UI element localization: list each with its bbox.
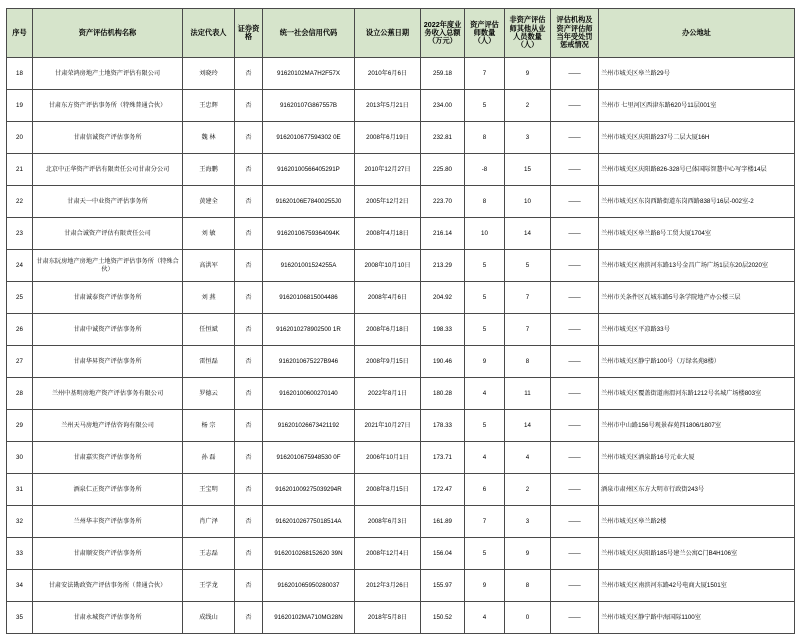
cell-office-address: 兰州市关条件区瓦城东路5号条学院地产办公楼三层 (599, 282, 795, 314)
cell-legal-representative: 王学龙 (183, 570, 235, 602)
cell-penalty-status: —— (551, 538, 599, 570)
cell-agency-name: 兰州中基明房地产资产评估事务有限公司 (33, 378, 183, 410)
table-row (7, 218, 795, 250)
table-row (7, 442, 795, 474)
cell-credit-code: 9162010278902500 1R (263, 314, 355, 346)
cell-seq: 32 (7, 506, 33, 538)
cell-penalty-status: —— (551, 314, 599, 346)
cell-credit-code: 916201009275039294R (263, 474, 355, 506)
cell-non-appraiser-count: 2 (505, 90, 551, 122)
col-header-appraiser-count: 资产评估师数量（人） (465, 9, 505, 58)
cell-establishment-date: 2005年12月2日 (355, 186, 421, 218)
cell-non-appraiser-count: 11 (505, 378, 551, 410)
cell-annual-income: 156.04 (421, 538, 465, 570)
cell-establishment-date: 2006年10月1日 (355, 442, 421, 474)
cell-legal-representative: 王海鹏 (183, 154, 235, 186)
cell-securities-qualification: 否 (235, 250, 263, 282)
cell-appraiser-count: 4 (465, 378, 505, 410)
cell-securities-qualification: 否 (235, 58, 263, 90)
cell-agency-name: 酒泉仁正资产评估事务所 (33, 474, 183, 506)
cell-legal-representative: 罗德云 (183, 378, 235, 410)
cell-securities-qualification: 否 (235, 378, 263, 410)
cell-agency-name: 北京中正华资产评估有限责任公司甘肃分公司 (33, 154, 183, 186)
cell-securities-qualification: 否 (235, 410, 263, 442)
cell-non-appraiser-count: 3 (505, 506, 551, 538)
cell-establishment-date: 2008年9月15日 (355, 346, 421, 378)
table-row (7, 90, 795, 122)
col-header-agency-name: 资产评估机构名称 (33, 9, 183, 58)
cell-credit-code: 91620102MA710MG28N (263, 602, 355, 634)
cell-establishment-date: 2008年10月10日 (355, 250, 421, 282)
cell-non-appraiser-count: 0 (505, 602, 551, 634)
cell-annual-income: 155.97 (421, 570, 465, 602)
cell-agency-name: 甘肃中诚资产评估事务所 (33, 314, 183, 346)
cell-securities-qualification: 否 (235, 538, 263, 570)
cell-non-appraiser-count: 14 (505, 218, 551, 250)
cell-office-address: 兰州市城关区皋兰路8号工贸大厦1704室 (599, 218, 795, 250)
cell-agency-name: 兰州天马房地产评估咨询有限公司 (33, 410, 183, 442)
cell-agency-name: 甘肃华昇资产评估事务所 (33, 346, 183, 378)
col-header-securities-qualification: 证券资格 (235, 9, 263, 58)
cell-seq: 23 (7, 218, 33, 250)
cell-securities-qualification: 否 (235, 346, 263, 378)
cell-office-address: 兰州市城关区东岗西路街道东岗西路838号16层-002室-2 (599, 186, 795, 218)
cell-non-appraiser-count: 5 (505, 250, 551, 282)
cell-legal-representative: 孙 磊 (183, 442, 235, 474)
cell-legal-representative: 刘 燕 (183, 282, 235, 314)
cell-legal-representative: 王志磊 (183, 538, 235, 570)
cell-penalty-status: —— (551, 570, 599, 602)
cell-appraiser-count: 8 (465, 122, 505, 154)
cell-non-appraiser-count: 8 (505, 570, 551, 602)
cell-office-address: 兰州市城关区皋兰路29号 (599, 58, 795, 90)
cell-legal-representative: 王宝明 (183, 474, 235, 506)
cell-seq: 19 (7, 90, 33, 122)
cell-penalty-status: —— (551, 506, 599, 538)
cell-credit-code: 9162010677594302 0E (263, 122, 355, 154)
cell-seq: 29 (7, 410, 33, 442)
col-header-establishment-date: 设立公蕉日期 (355, 9, 421, 58)
table-row (7, 346, 795, 378)
cell-credit-code: 91620100600270140 (263, 378, 355, 410)
cell-penalty-status: —— (551, 410, 599, 442)
cell-annual-income: 198.33 (421, 314, 465, 346)
cell-securities-qualification: 否 (235, 282, 263, 314)
cell-credit-code: 916201026673421192 (263, 410, 355, 442)
table-row (7, 58, 795, 90)
cell-agency-name: 甘肃诚泰资产评估事务所 (33, 282, 183, 314)
cell-securities-qualification: 否 (235, 122, 263, 154)
cell-credit-code: 91620106815004486 (263, 282, 355, 314)
cell-appraiser-count: 8 (465, 186, 505, 218)
cell-legal-representative: 肖广泽 (183, 506, 235, 538)
cell-seq: 25 (7, 282, 33, 314)
cell-annual-income: 150.52 (421, 602, 465, 634)
cell-penalty-status: —— (551, 218, 599, 250)
cell-penalty-status: —— (551, 442, 599, 474)
cell-appraiser-count: 5 (465, 250, 505, 282)
cell-agency-name: 甘肃天一中业资产评估事务所 (33, 186, 183, 218)
cell-securities-qualification: 否 (235, 570, 263, 602)
cell-annual-income: 161.89 (421, 506, 465, 538)
cell-securities-qualification: 否 (235, 442, 263, 474)
cell-appraiser-count: 9 (465, 346, 505, 378)
table-header-row (7, 9, 795, 58)
cell-credit-code: 9162010675227B946 (263, 346, 355, 378)
cell-seq: 34 (7, 570, 33, 602)
cell-office-address: 兰州市城关区南滨河东路13号金昌广场广场1层东20层2020室 (599, 250, 795, 282)
cell-seq: 22 (7, 186, 33, 218)
cell-agency-name: 甘肃荣鸿房地产土地资产评估有限公司 (33, 58, 183, 90)
table-row (7, 282, 795, 314)
table-row (7, 538, 795, 570)
cell-office-address: 兰州市城关区庆阳路237号二层大厦16H (599, 122, 795, 154)
cell-office-address: 兰州市城关区覆盖街道南渭河东路1212号名城广场楼803室 (599, 378, 795, 410)
cell-appraiser-count: 5 (465, 410, 505, 442)
cell-agency-name: 兰州华丰资产评估事务所 (33, 506, 183, 538)
cell-agency-name: 甘肃合诚资产评估有限责任公司 (33, 218, 183, 250)
cell-agency-name: 甘肃东方资产评估事务所（特殊普通合伙） (33, 90, 183, 122)
cell-annual-income: 259.18 (421, 58, 465, 90)
cell-establishment-date: 2008年12月4日 (355, 538, 421, 570)
cell-credit-code: 9162010675948530 0F (263, 442, 355, 474)
cell-seq: 27 (7, 346, 33, 378)
cell-credit-code: 916201001524255A (263, 250, 355, 282)
cell-non-appraiser-count: 10 (505, 186, 551, 218)
cell-establishment-date: 2008年6月18日 (355, 314, 421, 346)
cell-office-address: 兰州市城关区庆阳路826-328号已体国际智慧中心写字楼14层 (599, 154, 795, 186)
cell-legal-representative: 雷恒磊 (183, 346, 235, 378)
cell-annual-income: 213.29 (421, 250, 465, 282)
cell-non-appraiser-count: 7 (505, 282, 551, 314)
cell-appraiser-count: 5 (465, 538, 505, 570)
cell-non-appraiser-count: 14 (505, 410, 551, 442)
table-row (7, 186, 795, 218)
cell-securities-qualification: 否 (235, 186, 263, 218)
cell-annual-income: 216.14 (421, 218, 465, 250)
cell-seq: 24 (7, 250, 33, 282)
cell-seq: 28 (7, 378, 33, 410)
cell-penalty-status: —— (551, 282, 599, 314)
cell-office-address: 酒泉市肃州区东方大明市行政街243号 (599, 474, 795, 506)
table-row (7, 250, 795, 282)
cell-appraiser-count: 4 (465, 602, 505, 634)
cell-appraiser-count: 5 (465, 314, 505, 346)
cell-annual-income: 232.81 (421, 122, 465, 154)
cell-office-address: 兰州市 七里河区西津东路620号11层001室 (599, 90, 795, 122)
cell-office-address: 兰州市城关区平凉路33号 (599, 314, 795, 346)
cell-establishment-date: 2008年6月3日 (355, 506, 421, 538)
cell-office-address: 兰州市中山路156号观景春苑四1806/1807室 (599, 410, 795, 442)
cell-establishment-date: 2012年3月26日 (355, 570, 421, 602)
table-row (7, 154, 795, 186)
cell-securities-qualification: 否 (235, 90, 263, 122)
col-header-office-address: 办公地址 (599, 9, 795, 58)
cell-penalty-status: —— (551, 122, 599, 154)
cell-agency-name: 甘肃安法勘政资产评估事务所（普通合伙） (33, 570, 183, 602)
cell-seq: 18 (7, 58, 33, 90)
table-row (7, 506, 795, 538)
cell-credit-code: 91620106759364094K (263, 218, 355, 250)
cell-legal-representative: 杨 宗 (183, 410, 235, 442)
table-row (7, 378, 795, 410)
table-row (7, 410, 795, 442)
table-row (7, 570, 795, 602)
cell-establishment-date: 2018年5月8日 (355, 602, 421, 634)
cell-non-appraiser-count: 7 (505, 314, 551, 346)
cell-appraiser-count: 5 (465, 90, 505, 122)
table-body (7, 58, 795, 634)
cell-office-address: 兰州市城关区皋兰路2楼 (599, 506, 795, 538)
table-row (7, 314, 795, 346)
cell-non-appraiser-count: 8 (505, 346, 551, 378)
cell-seq: 26 (7, 314, 33, 346)
cell-non-appraiser-count: 4 (505, 442, 551, 474)
cell-agency-name: 甘肃顺安资产评估事务所 (33, 538, 183, 570)
cell-legal-representative: 王忠辉 (183, 90, 235, 122)
cell-seq: 33 (7, 538, 33, 570)
cell-establishment-date: 2022年8月1日 (355, 378, 421, 410)
cell-appraiser-count: 9 (465, 570, 505, 602)
cell-securities-qualification: 否 (235, 218, 263, 250)
cell-legal-representative: 魏 林 (183, 122, 235, 154)
cell-non-appraiser-count: 3 (505, 122, 551, 154)
cell-credit-code: 91620107G867557B (263, 90, 355, 122)
cell-legal-representative: 刘晓玲 (183, 58, 235, 90)
cell-penalty-status: —— (551, 154, 599, 186)
cell-securities-qualification: 否 (235, 602, 263, 634)
cell-establishment-date: 2008年4月18日 (355, 218, 421, 250)
col-header-non-appraiser-count: 非资产评估师其他从业人员数量（人） (505, 9, 551, 58)
table-header (7, 9, 795, 58)
cell-credit-code: 91620100566405291P (263, 154, 355, 186)
cell-non-appraiser-count: 9 (505, 58, 551, 90)
cell-penalty-status: —— (551, 474, 599, 506)
cell-office-address: 兰州市城关区静宁路中海国际1100室 (599, 602, 795, 634)
cell-legal-representative: 刘 敏 (183, 218, 235, 250)
cell-securities-qualification: 否 (235, 314, 263, 346)
cell-legal-representative: 黄建全 (183, 186, 235, 218)
cell-credit-code: 91620106E78400255J0 (263, 186, 355, 218)
cell-securities-qualification: 否 (235, 154, 263, 186)
cell-establishment-date: 2013年5月21日 (355, 90, 421, 122)
cell-legal-representative: 高洪军 (183, 250, 235, 282)
cell-annual-income: 204.92 (421, 282, 465, 314)
col-header-seq: 序号 (7, 9, 33, 58)
table-row (7, 474, 795, 506)
cell-seq: 30 (7, 442, 33, 474)
cell-agency-name: 甘肃信诚资产评估事务所 (33, 122, 183, 154)
cell-seq: 20 (7, 122, 33, 154)
cell-establishment-date: 2010年12月27日 (355, 154, 421, 186)
cell-agency-name: 甘肃嘉实资产评估事务所 (33, 442, 183, 474)
cell-establishment-date: 2021年10月27日 (355, 410, 421, 442)
cell-establishment-date: 2008年8月15日 (355, 474, 421, 506)
cell-annual-income: 178.33 (421, 410, 465, 442)
cell-penalty-status: —— (551, 378, 599, 410)
cell-credit-code: 9162010268152620 39N (263, 538, 355, 570)
cell-annual-income: 225.80 (421, 154, 465, 186)
table-row (7, 122, 795, 154)
cell-establishment-date: 2008年4月6日 (355, 282, 421, 314)
cell-penalty-status: —— (551, 346, 599, 378)
cell-non-appraiser-count: 2 (505, 474, 551, 506)
cell-annual-income: 190.46 (421, 346, 465, 378)
cell-non-appraiser-count: 9 (505, 538, 551, 570)
cell-penalty-status: —— (551, 602, 599, 634)
cell-office-address: 兰州市城关区静宁路100号（万绿名苑8楼） (599, 346, 795, 378)
cell-seq: 21 (7, 154, 33, 186)
cell-appraiser-count: 7 (465, 506, 505, 538)
cell-penalty-status: —— (551, 90, 599, 122)
asset-appraisal-agency-table (6, 8, 795, 634)
cell-office-address: 兰州市城关区酒泉路16号元业大厦 (599, 442, 795, 474)
cell-annual-income: 172.47 (421, 474, 465, 506)
cell-seq: 31 (7, 474, 33, 506)
cell-securities-qualification: 否 (235, 474, 263, 506)
cell-agency-name: 甘肃东阮房地产房地产土地资产评估事务所（特殊合伙） (33, 250, 183, 282)
cell-credit-code: 91620102MA7H2F57X (263, 58, 355, 90)
cell-credit-code: 916201065950280037 (263, 570, 355, 602)
cell-annual-income: 223.70 (421, 186, 465, 218)
col-header-credit-code: 统一社会信用代码 (263, 9, 355, 58)
cell-office-address: 兰州市城关区庆阳路185号建兰公寓C门B4H106室 (599, 538, 795, 570)
col-header-annual-income: 2022年度业务收入总额（万元） (421, 9, 465, 58)
cell-penalty-status: —— (551, 250, 599, 282)
cell-appraiser-count: 6 (465, 474, 505, 506)
cell-annual-income: 234.00 (421, 90, 465, 122)
cell-appraiser-count: 7 (465, 58, 505, 90)
cell-penalty-status: —— (551, 186, 599, 218)
cell-appraiser-count: -8 (465, 154, 505, 186)
cell-establishment-date: 2010年6月6日 (355, 58, 421, 90)
cell-appraiser-count: 10 (465, 218, 505, 250)
col-header-penalty-status: 评估机构及资产评估师当年受处罚惩戒情况 (551, 9, 599, 58)
cell-legal-representative: 成线山 (183, 602, 235, 634)
cell-establishment-date: 2008年6月19日 (355, 122, 421, 154)
cell-appraiser-count: 4 (465, 442, 505, 474)
col-header-legal-representative: 法定代表人 (183, 9, 235, 58)
cell-credit-code: 916201026775018514A (263, 506, 355, 538)
cell-penalty-status: —— (551, 58, 599, 90)
cell-seq: 35 (7, 602, 33, 634)
cell-annual-income: 180.28 (421, 378, 465, 410)
cell-non-appraiser-count: 15 (505, 154, 551, 186)
cell-annual-income: 173.71 (421, 442, 465, 474)
table-row (7, 602, 795, 634)
cell-legal-representative: 任恒斌 (183, 314, 235, 346)
cell-office-address: 兰州市城关区南滨河东路42号电商大厦1501室 (599, 570, 795, 602)
cell-appraiser-count: 5 (465, 282, 505, 314)
cell-agency-name: 甘肃永城资产评估事务所 (33, 602, 183, 634)
cell-securities-qualification: 否 (235, 506, 263, 538)
